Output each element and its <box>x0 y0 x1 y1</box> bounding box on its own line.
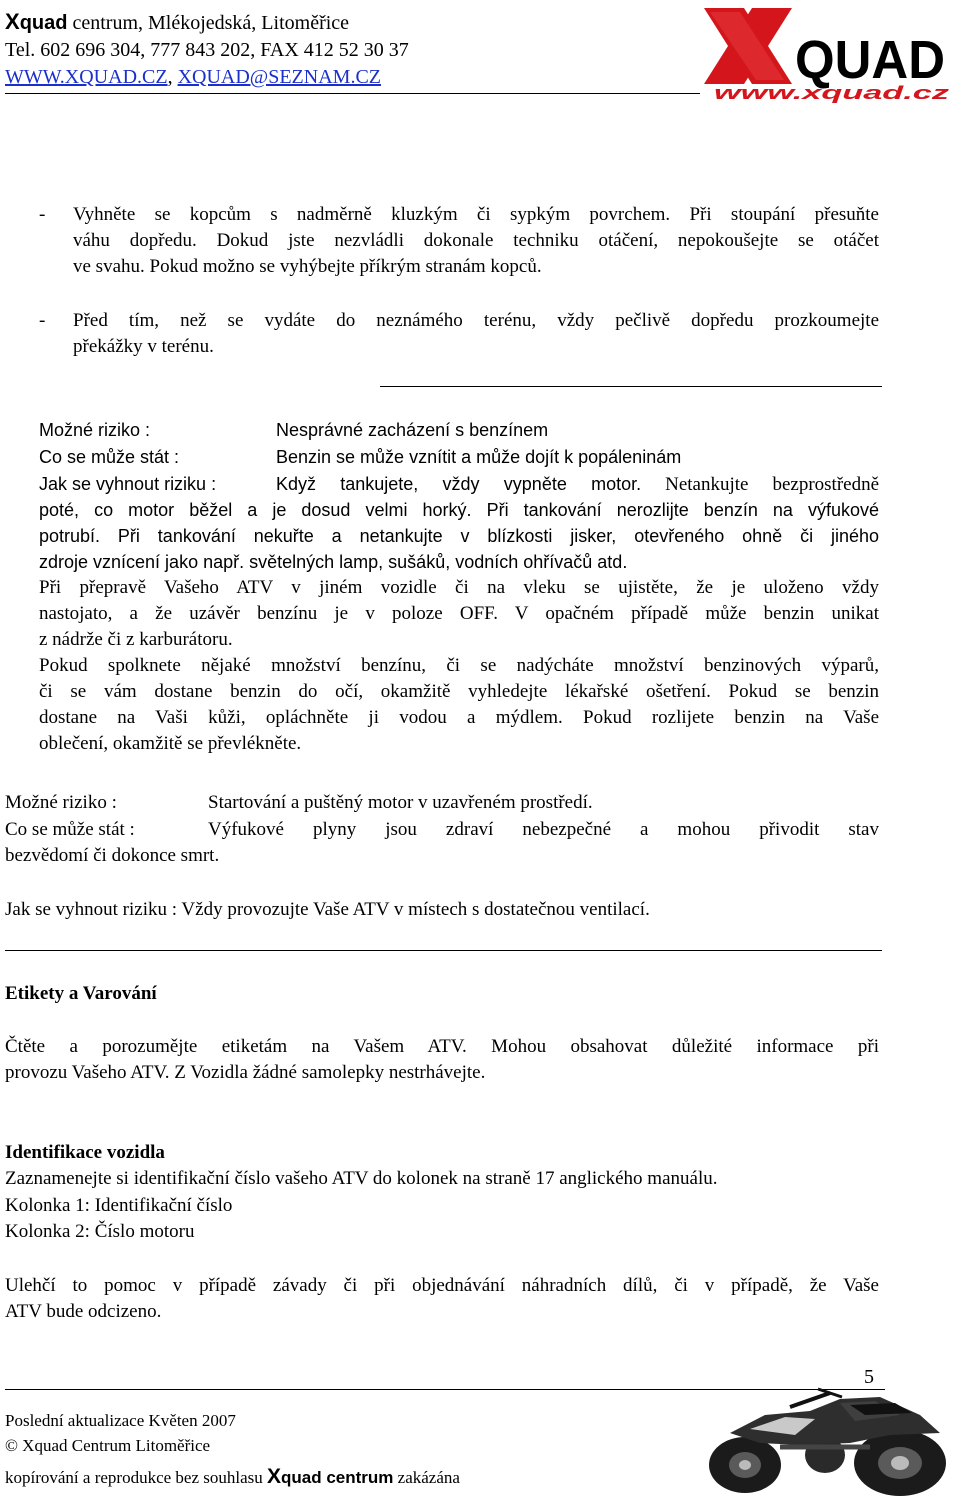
brand-address: centrum, Mlékojedská, Litoměřice <box>67 12 350 34</box>
risk1-how-a: Když tankujete, vždy vypněte motor. <box>276 474 642 494</box>
risk1-label-what: Co se může stát : <box>39 447 180 467</box>
labels-heading: Etikety a Varování <box>5 983 157 1004</box>
risk1-how-b: Netankujte bezprostředně <box>665 474 880 495</box>
xquad-logo-icon <box>700 0 958 105</box>
risk2-how: Jak se vyhnout riziku : Vždy provozujte Vaše ATV v místech s dostatečnou ventilací. <box>5 899 650 920</box>
identification-heading: Identifikace vozidla <box>5 1142 165 1163</box>
identification-line: Kolonka 1: Identifikační číslo <box>5 1195 233 1216</box>
link-separator: , <box>167 66 173 88</box>
bullet-1-line: Vyhněte se kopcům s nadměrně kluzkým či sypkým povrchem. Při stoupání přesuňte <box>73 204 879 225</box>
copyright-symbol: © <box>5 1436 18 1455</box>
labels-line: Čtěte a porozumějte etiketám na Vašem ATV. Mohou obsahovat důležité informace při <box>5 1036 879 1057</box>
footer-copy-notice <box>5 1465 460 1490</box>
identification-para-line: ATV bude odcizeno. <box>5 1301 162 1322</box>
footer-updated: Poslední aktualizace Květen 2007 <box>5 1411 236 1430</box>
svg-text:www.xquad.cz: www.xquad.cz <box>714 83 949 103</box>
labels-body <box>5 1034 879 1086</box>
bullet-2 <box>73 308 879 360</box>
brand-x: X <box>5 9 20 34</box>
risk1-line: dostane na Vaši kůži, opláchněte ji vodou a mýdlem. Pokud rozlijete benzin na Vaše <box>39 707 879 728</box>
risk1-line: z nádrže či z karburátoru. <box>39 629 233 650</box>
header-links <box>5 64 381 90</box>
copy-text-b: zakázána <box>397 1468 460 1487</box>
risk1-label-how: Jak se vyhnout riziku : <box>39 474 217 494</box>
risk2-value-risk: Startování a puštěný motor v uzavřeném prostředí. <box>208 792 593 813</box>
bullet-1-line: váhu dopředu. Dokud jste nezvládli dokonale techniku otáčení, nepokoušejte se otáčet <box>73 230 879 251</box>
risk1-line: Pokud spolknete nějaké množství benzínu, či se nadýcháte množství benzinových výparů, <box>39 655 879 676</box>
risk1-line: či se vám dostane benzin do očí, okamžitě vyhledejte lékařské ošetření. Pokud se benzin <box>39 681 879 702</box>
page-number: 5 <box>864 1366 874 1388</box>
copy-text-a: kopírování a reprodukce bez souhlasu <box>5 1468 263 1487</box>
risk2-label-risk: Možné riziko : <box>5 792 117 813</box>
bullet-dash: - <box>39 204 46 225</box>
risk2-label-what: Co se může stát : <box>5 819 135 840</box>
labels-line: provozu Vašeho ATV. Z Vozidla žádné samolepky nestrhávejte. <box>5 1062 486 1083</box>
risk2-value-what-2: bezvědomí či dokonce smrt. <box>5 845 220 866</box>
header-brand-line <box>5 9 349 36</box>
header-contact: Tel. 602 696 304, 777 843 202, FAX 412 52 30 37 <box>5 39 409 61</box>
website-link[interactable]: WWW.XQUAD.CZ <box>5 66 168 88</box>
footer-brand-x: X <box>267 1465 282 1488</box>
bullet-dash: - <box>39 310 46 331</box>
risk1-line: oblečení, okamžitě se převlékněte. <box>39 733 302 754</box>
risk1-line: zdroje vznícení jako např. světelných lamp, sušáků, vodních ohřívačů atd. <box>39 552 628 572</box>
svg-text:QUAD: QUAD <box>795 30 945 90</box>
risk1-line: poté, co motor běžel a je dosud velmi horký. Při tankování nerozlijte benzín na výfukové <box>39 500 879 520</box>
atv-image <box>690 1385 958 1499</box>
email-link[interactable]: XQUAD@SEZNAM.CZ <box>177 66 381 88</box>
risk1-value-risk: Nesprávné zacházení s benzínem <box>276 420 549 440</box>
risk1-body <box>39 497 879 757</box>
risk1-line: Při přepravě Vašeho ATV v jiném vozidle či na vleku se ujistěte, že je uloženo vždy <box>39 577 879 598</box>
risk1-value-what: Benzin se může vznítit a může dojít k popáleninám <box>276 447 682 467</box>
header-divider <box>5 93 700 94</box>
footer-copyright <box>5 1435 210 1457</box>
bullet-1 <box>73 202 879 280</box>
bullet-2-line: Před tím, než se vydáte do neznámého terénu, vždy pečlivě dopředu prozkoumejte <box>73 310 879 331</box>
risk1-value-how <box>276 471 879 498</box>
section-divider <box>5 950 882 951</box>
atv-quad-bike-icon <box>690 1385 958 1499</box>
identification-para <box>5 1273 879 1325</box>
identification-line: Zaznamenejte si identifikační číslo vašeho ATV do kolonek na straně 17 anglického manuálu. <box>5 1168 718 1189</box>
xquad-logo <box>700 0 958 105</box>
bullet-1-line: ve svahu. Pokud možno se vyhýbejte příkrým stranám kopců. <box>73 256 542 277</box>
risk1-line: potrubí. Při tankování nekuřte a netankujte v blízkosti jisker, otevřeného ohně či jiného <box>39 526 879 546</box>
section-divider <box>380 386 882 387</box>
identification-line: Kolonka 2: Číslo motoru <box>5 1221 195 1242</box>
bullet-2-line: překážky v terénu. <box>73 336 214 357</box>
risk1-line: nastojato, a že uzávěr benzínu je v poloze OFF. V opačném případě může benzin unikat <box>39 603 879 624</box>
copyright-owner: Xquad Centrum Litoměřice <box>22 1436 211 1455</box>
risk1-label-risk: Možné riziko : <box>39 420 151 440</box>
footer-brand-word: quad centrum <box>281 1468 394 1487</box>
brand-word: quad <box>19 12 68 34</box>
identification-para-line: Ulehčí to pomoc v případě závady či při objednávání náhradních dílů, či v případě, že Vaše <box>5 1275 879 1296</box>
risk2-value-what: Výfukové plyny jsou zdraví nebezpečné a mohou přivodit stav <box>208 819 879 840</box>
